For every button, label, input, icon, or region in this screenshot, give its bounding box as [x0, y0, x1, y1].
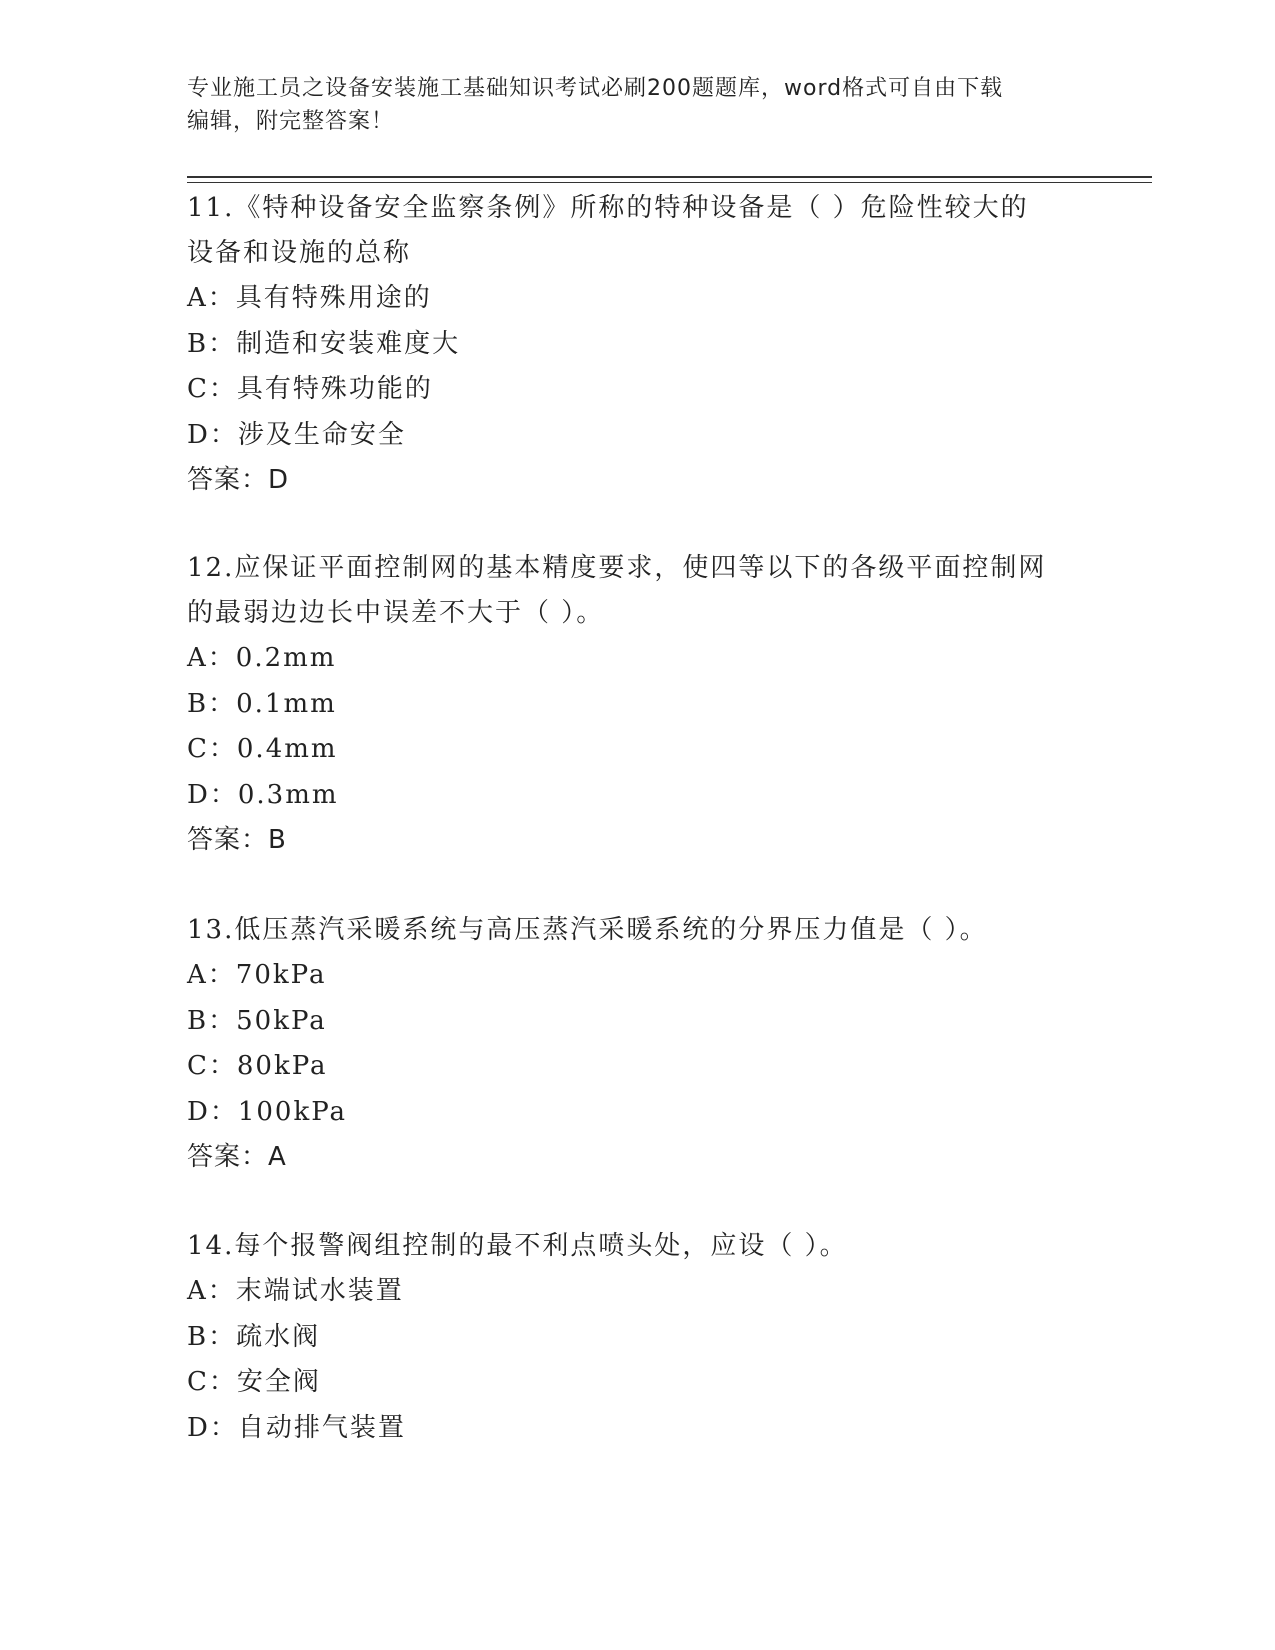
question-stem-line: 13.低压蒸汽采暖系统与高压蒸汽采暖系统的分界压力值是（ ）。 [187, 915, 988, 945]
document-header [187, 72, 1067, 138]
question-13 [187, 908, 1087, 1180]
option-c: C：80kPa [187, 1051, 328, 1081]
header-divider-thin [187, 182, 1152, 183]
option-a: A：具有特殊用途的 [187, 283, 432, 313]
question-stem-line: 11.《特种设备安全监察条例》所称的特种设备是（ ）危险性较大的 [187, 193, 1029, 223]
answer-line: 答案：A [187, 1142, 287, 1172]
question-11 [187, 186, 1087, 503]
option-c: C：具有特殊功能的 [187, 374, 433, 404]
question-12 [187, 546, 1087, 863]
option-c: C：安全阀 [187, 1367, 321, 1397]
option-a: A：0.2mm [187, 643, 337, 673]
option-b: B：制造和安装难度大 [187, 328, 461, 359]
option-d: D：0.3mm [187, 779, 339, 810]
option-b: B：疏水阀 [187, 1321, 321, 1352]
option-a: A：70kPa [187, 960, 327, 990]
option-c: C：0.4mm [187, 734, 338, 764]
header-title-line-1: 专业施工员之设备安装施工基础知识考试必刷200题题库，word格式可自由下载 [187, 76, 1004, 101]
answer-line: 答案：D [187, 465, 290, 495]
header-divider-thick [187, 176, 1152, 178]
option-d: D：涉及生命安全 [187, 419, 406, 450]
question-stem-line: 14.每个报警阀组控制的最不利点喷头处，应设（ ）。 [187, 1231, 848, 1261]
option-a: A：末端试水装置 [187, 1276, 404, 1306]
question-stem-line: 设备和设施的总称 [187, 238, 412, 268]
header-title-line-2: 编辑，附完整答案！ [187, 109, 395, 134]
question-stem-line: 12.应保证平面控制网的基本精度要求，使四等以下的各级平面控制网 [187, 553, 1047, 583]
answer-line: 答案：B [187, 825, 287, 855]
option-d: D：自动排气装置 [187, 1412, 406, 1443]
option-b: B：0.1mm [187, 688, 337, 719]
option-d: D：100kPa [187, 1096, 348, 1127]
question-stem-line: 的最弱边边长中误差不大于（ ）。 [187, 598, 605, 628]
option-b: B：50kPa [187, 1005, 327, 1036]
question-14 [187, 1224, 1087, 1451]
